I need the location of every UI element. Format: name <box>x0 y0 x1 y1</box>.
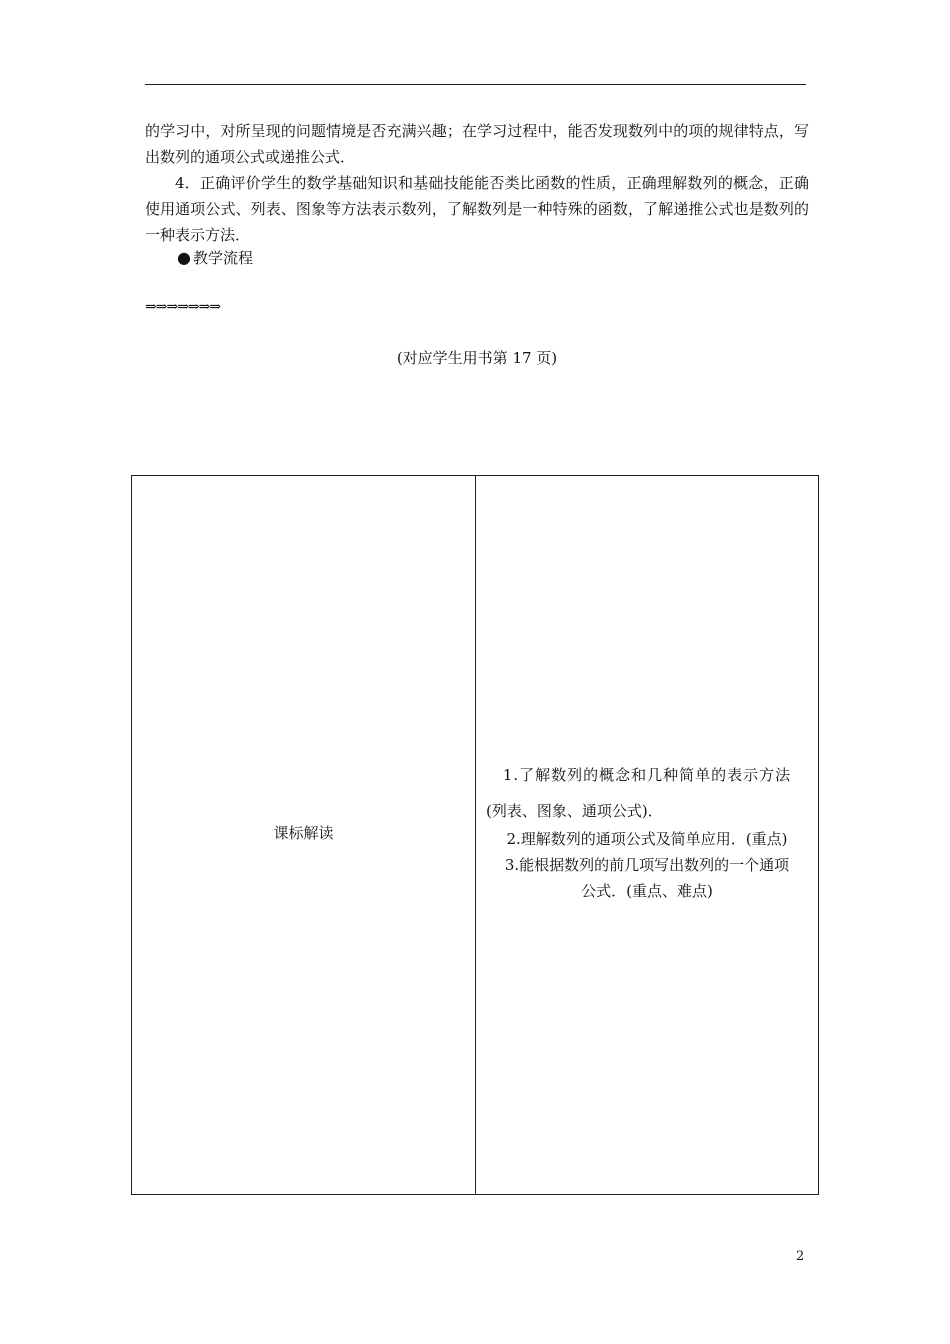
header-rule <box>145 84 806 85</box>
objectives-list <box>476 762 818 904</box>
objective-1: 1.了解数列的概念和几种简单的表示方法 <box>502 766 792 784</box>
curriculum-table <box>131 475 819 1195</box>
table-cell-label <box>132 476 476 1194</box>
student-book-page-reference: (对应学生用书第 17 页) <box>396 349 558 367</box>
flow-arrows: ⇒⇒⇒⇒⇒⇒⇒ <box>145 299 221 315</box>
page-number: 2 <box>796 1249 805 1264</box>
paragraph-assessment-interest: 的学习中，对所呈现的问题情境是否充满兴趣；在学习过程中，能否发现数列中的项的规律特点，写出数列的通项公式或递推公式． <box>145 122 809 166</box>
curriculum-interpretation-label: 课标解读 <box>273 823 334 842</box>
objective-3: 3.能根据数列的前几项写出数列的一个通项 <box>504 856 790 874</box>
paragraph-assessment-knowledge: 4．正确评价学生的数学基础知识和基础技能能否类比函数的性质，正确理解数列的概念，正确使用通项公式、列表、图象等方法表示数列，了解数列是一种特殊的函数，了解递推公式也是数列的一种表示方法． <box>145 174 809 244</box>
table-cell-objectives <box>476 476 818 1194</box>
objective-3-continued: 公式．(重点、难点) <box>581 882 713 900</box>
objective-2: 2.理解数列的通项公式及简单应用．(重点) <box>506 830 788 848</box>
objective-1-continued: (列表、图象、通项公式)． <box>486 802 663 820</box>
section-title: 教学流程 <box>192 249 253 267</box>
bullet-icon: ● <box>177 248 191 267</box>
section-heading-teaching-flow <box>177 245 253 271</box>
